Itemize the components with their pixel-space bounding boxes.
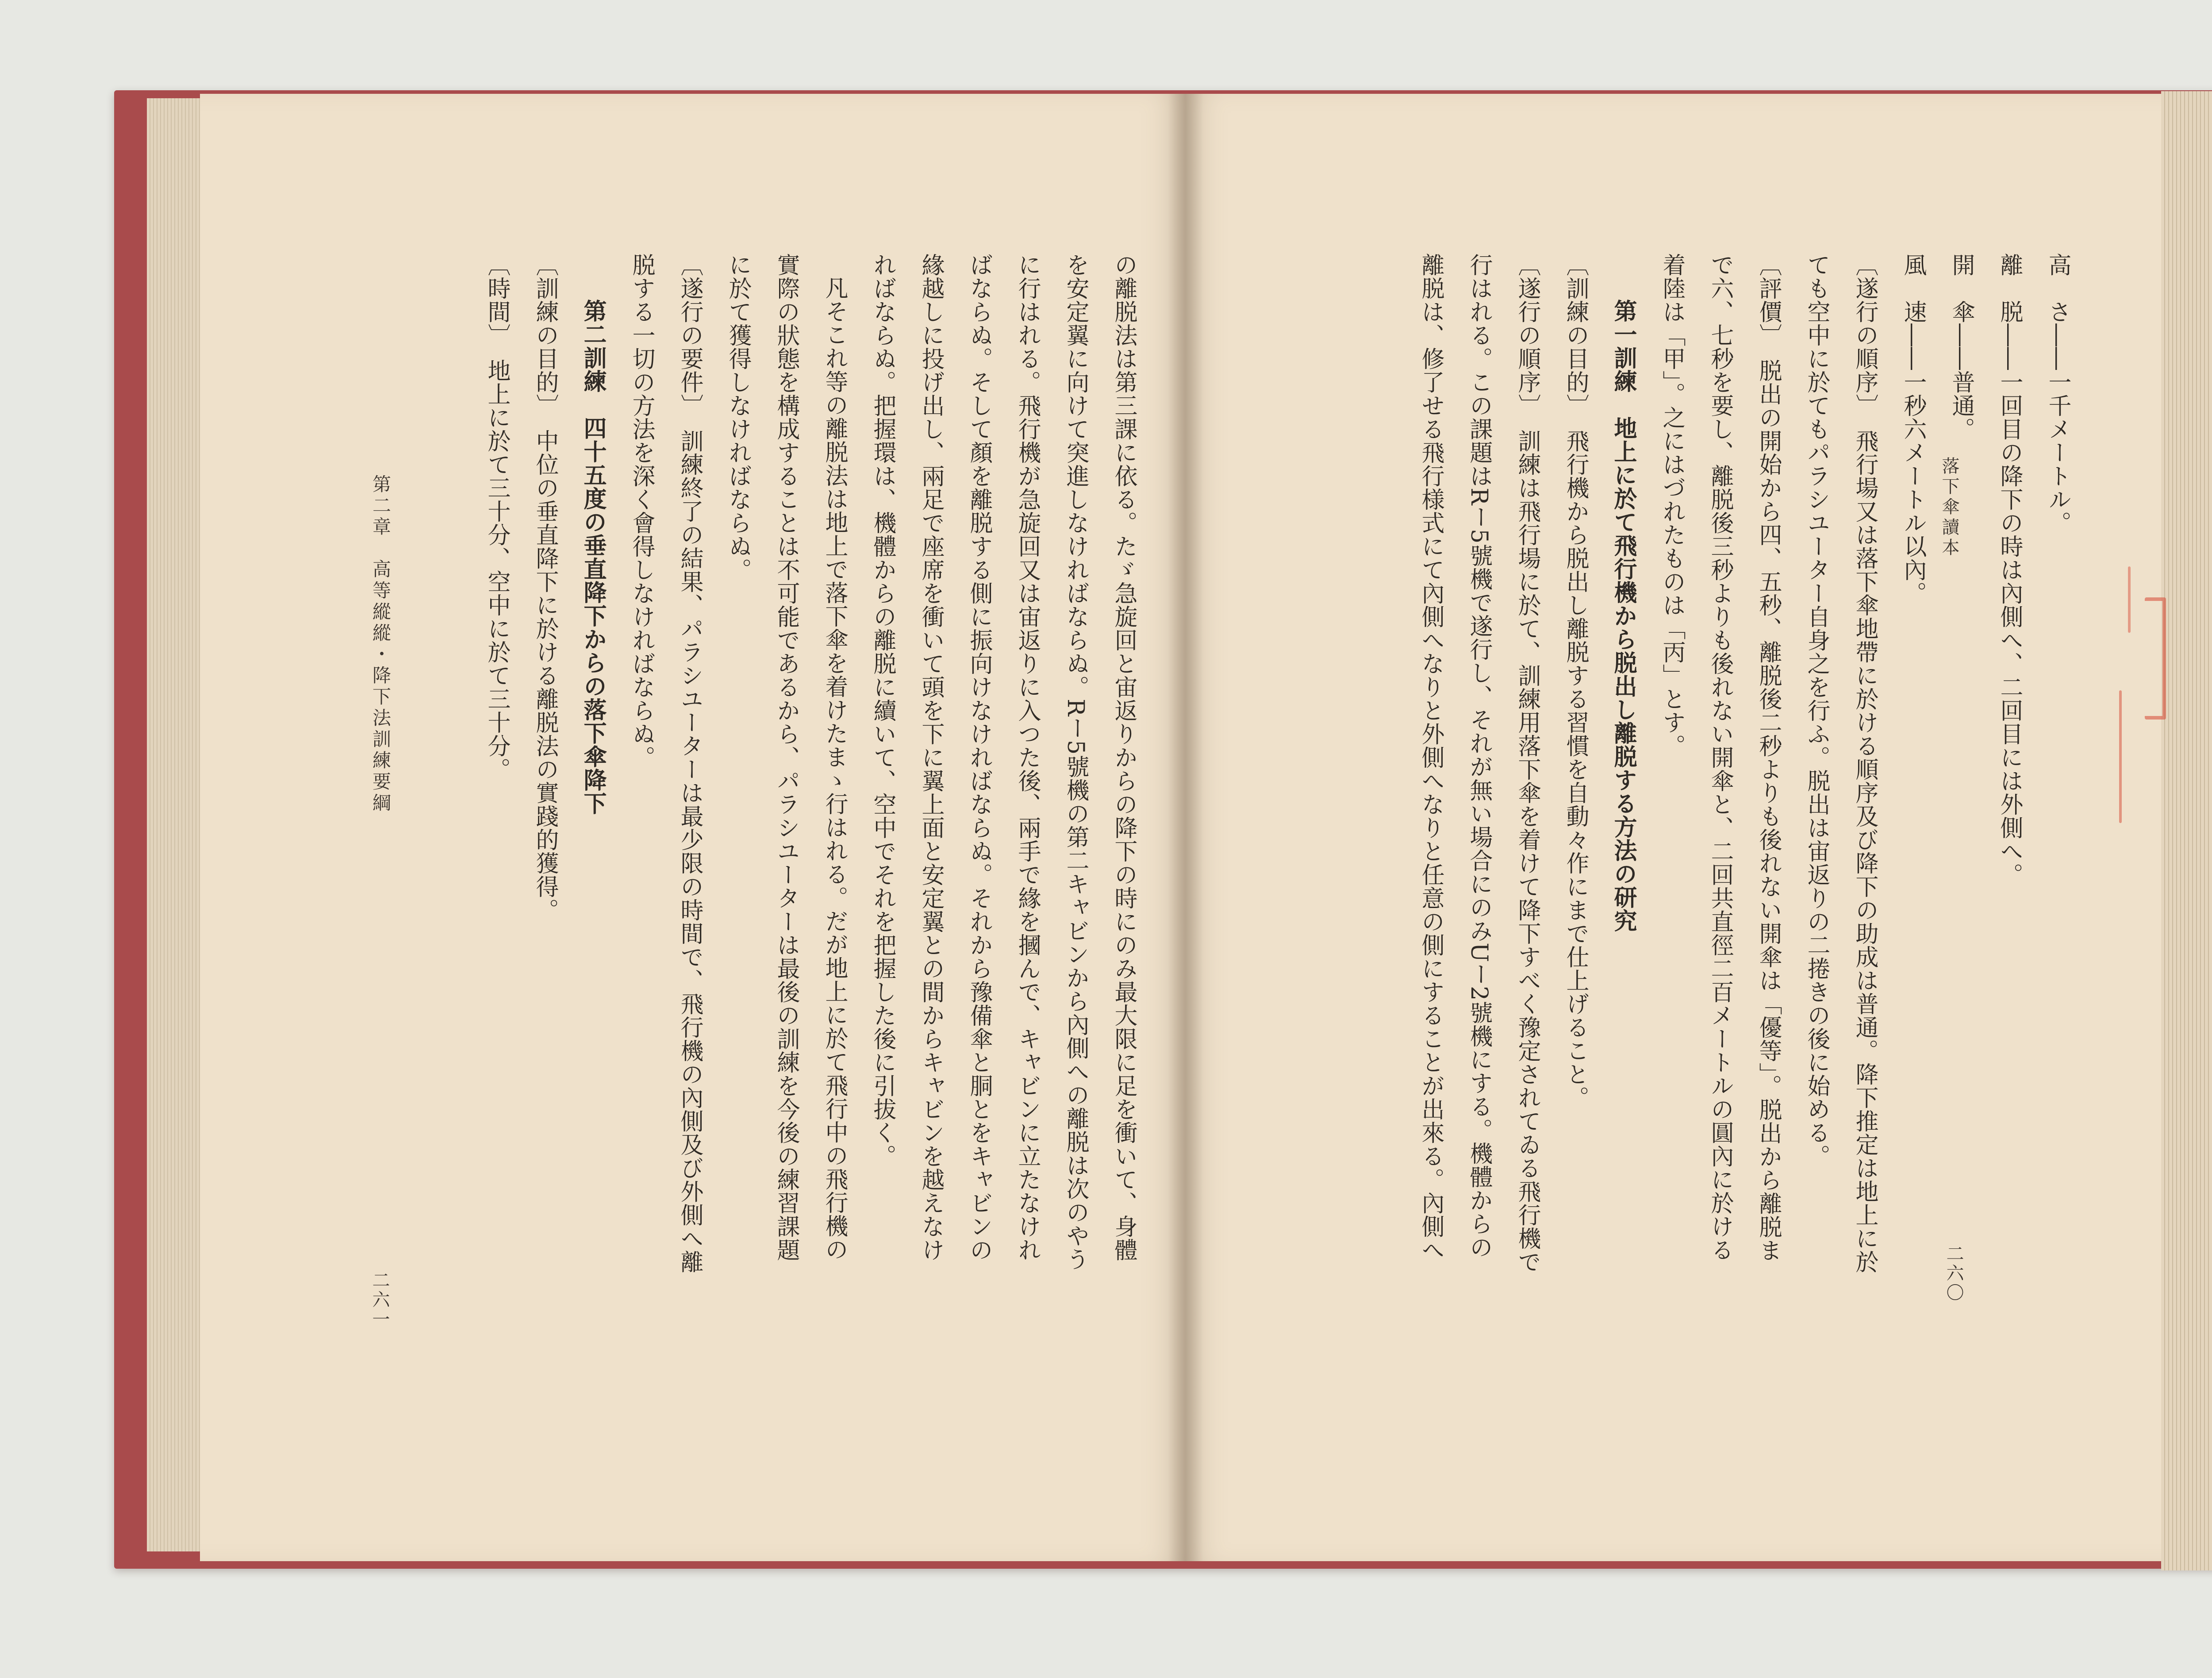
text-line: 〔時間〕 地上に於て三十分、空中に於て三十分。	[484, 253, 510, 781]
text-line: ばならぬ。そして顏を離脱する側に振向けなければならぬ。それから豫備傘と胴とをキャビンの	[966, 253, 992, 1262]
text-line: 高 さ――一千メートル。	[2044, 253, 2071, 535]
left-running-head: 第二章 高等縱縱・降下法訓練要綱	[370, 474, 392, 814]
right-page-body	[1406, 253, 2081, 1536]
section-heading: 第一訓練 地上に於て飛行機から脱出し離脱する方法の研究	[1610, 299, 1637, 932]
text-line: 風 速――一秒六メートル以內。	[1900, 253, 1926, 605]
text-line: 〔評價〕 脱出の開始から四、五秒、離脱後二秒よりも後れない開傘は「優等」。脱出から離脱ま	[1755, 253, 1782, 1262]
right-page-edges	[2161, 91, 2212, 1570]
text-line: 緣越しに投げ出し、兩足で座席を衝いて頭を下に翼上面と安定翼との間からキャビンを越えなけ	[918, 253, 944, 1262]
text-line: 〔遂行の順序〕 訓練は飛行場に於て、訓練用落下傘を着けて降下すべく豫定されてゐる飛行機で	[1514, 253, 1540, 1274]
text-line: 〔遂行の順序〕 飛行場又は落下傘地帶に於ける順序及び降下の助成は普通。降下推定は地上に於	[1851, 253, 1878, 1274]
text-line: で六、七秒を要し、離脱後三秒よりも後れない開傘と、二回共直徑二百メートルの圓內に於ける	[1707, 253, 1733, 1262]
left-page-body	[472, 253, 1148, 1536]
text-line: 凡そこれ等の離脱法は地上で落下傘を着けたまゝ行はれる。だが地上に於て飛行中の飛行機の	[821, 276, 848, 1261]
text-line: ても空中に於てもパラシユーター自身之を行ふ。脱出は宙返りの二捲きの後に始める。	[1803, 253, 1830, 1168]
right-page	[1185, 94, 2161, 1561]
text-line: に行はれる。飛行機が急旋回又は宙返りに入つた後、兩手で緣を摑んで、キャビンに立たなけれ	[1014, 253, 1041, 1262]
section-heading: 第二訓練 四十五度の垂直降下からの落下傘降下	[580, 299, 607, 815]
book-gutter	[1168, 94, 1203, 1561]
left-page-number: 二六一	[369, 1271, 390, 1329]
text-line: ればならぬ。把握環は、機體からの離脱に續いて、空中でそれを把握した後に引拔く。	[869, 253, 896, 1168]
left-page	[200, 94, 1185, 1561]
text-line: 行はれる。この課題はRー5號機で遂行し、それが無い場合にのみUー2號機にする。機體からの	[1466, 253, 1492, 1259]
text-line: 離脱は、修了せる飛行様式にて內側へなりと外側へなりと任意の側にすることが出來る。內側へ	[1417, 253, 1444, 1262]
right-running-head: 落下傘讀本	[1939, 457, 1959, 558]
text-line: 〔遂行の要件〕 訓練終了の結果、パラシユーターは最少限の時間で、飛行機の內側及び外側へ離	[676, 253, 703, 1274]
text-line: 實際の狀態を構成することは不可能であるから、パラシユーターは最後の訓練を今後の練習課題	[773, 253, 799, 1262]
red-stamp-mark	[2145, 597, 2166, 720]
red-stamp-mark	[2128, 566, 2131, 633]
text-line: に於て獲得しなければならぬ。	[725, 253, 751, 581]
text-line: 〔訓練の目的〕 中位の垂直降下に於ける離脱法の實踐的獲得。	[532, 253, 558, 922]
text-line: 〔訓練の目的〕 飛行機から脱出し離脱する習慣を自動々作にまで仕上げること。	[1562, 253, 1589, 1109]
text-line: 離 脱――一回目の降下の時は內側へ、二回目には外側へ。	[1996, 253, 2023, 886]
text-line: の離脱法は第三課に依る。たゞ急旋回と宙返りからの降下の時にのみ最大限に足を衝いて、身體	[1110, 253, 1137, 1262]
text-line: を安定翼に向けて突進しなければならぬ。Rー5號機の第二キャビンから內側への離脱は次のやう	[1062, 253, 1089, 1271]
left-page-edges	[147, 98, 207, 1551]
right-page-number: 二六〇	[1943, 1244, 1964, 1303]
text-line: 脱する一切の方法を深く會得しなければならぬ。	[628, 253, 655, 769]
text-line: 着陸は「甲」。之にはづれたものは「丙」とす。	[1659, 253, 1685, 758]
text-line: 開 傘――普通。	[1948, 253, 1974, 441]
red-stamp-mark	[2119, 690, 2122, 823]
